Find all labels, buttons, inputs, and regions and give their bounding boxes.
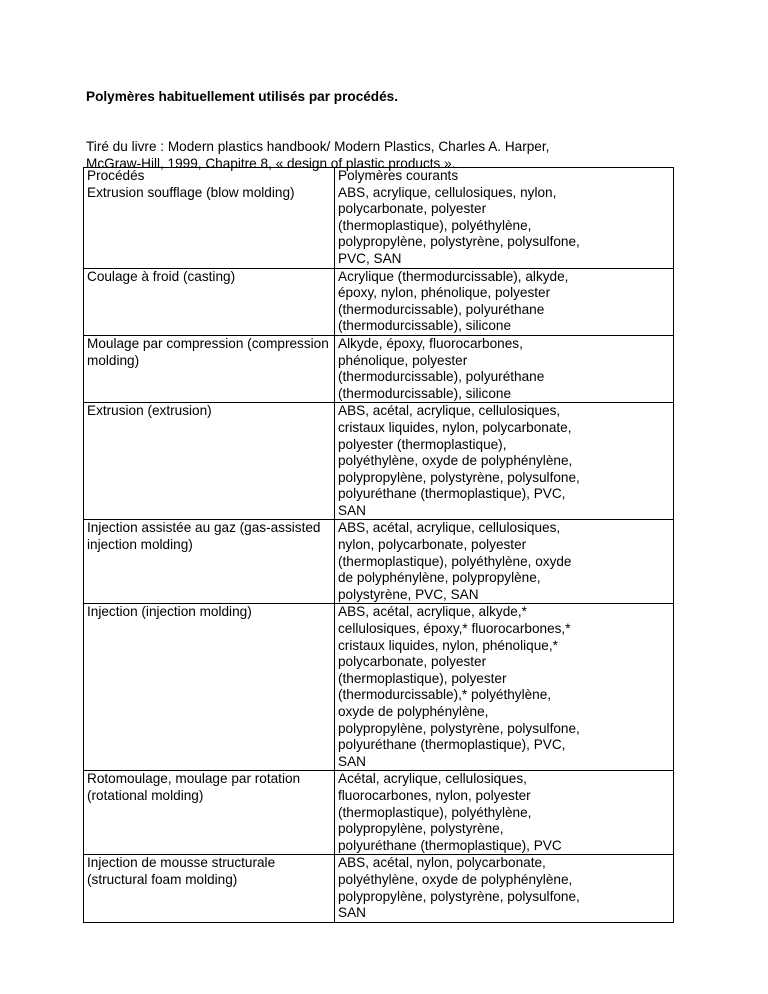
table-row [84,335,674,402]
polymers-cell-line: (thermoplastique), polyéthylène, [338,217,532,233]
process-cell-line: Moulage par compression (compression [87,335,329,351]
source-line: McGraw-Hill, 1999, Chapitre 8, « design of plastic products ». [86,155,456,171]
polymers-cell-line: polycarbonate, polyester [338,654,487,670]
polymers-cell [335,520,674,604]
polymers-cell-line: (thermoplastique), polyéthylène, [338,804,532,820]
polymers-cell-line: (thermoplastique), polyéthylène, oxyde [338,553,572,569]
process-cell [84,520,335,604]
polymers-cell-line: fluorocarbones, nylon, polyester [338,787,531,803]
polymers-cell-line: (thermoplastique), polyester [338,670,507,686]
polymers-cell [335,335,674,402]
process-cell-line: Rotomoulage, moulage par rotation [87,771,301,787]
process-cell-line: injection molding) [87,537,193,553]
process-cell [84,771,335,855]
process-cell-line: molding) [87,352,140,368]
polymers-cell-line: ABS, acétal, nylon, polycarbonate, [338,855,546,871]
polymers-cell-line: cellulosiques, époxy,* fluorocarbones,* [338,621,571,637]
table-row [84,604,674,771]
polymers-cell-line: (thermodurcissable), silicone [338,385,512,401]
polymers-cell [335,604,674,771]
process-cell-line: Extrusion soufflage (blow molding) [87,184,295,200]
polymers-cell [335,185,674,268]
polymers-cell-line: ABS, acétal, acrylique, cellulosiques, [338,520,561,536]
process-cell-line: Injection assistée au gaz (gas-assisted [87,520,321,536]
polymers-cell-line: polypropylène, polystyrène, polysulfone, [338,720,580,736]
polymers-cell-line: Acétal, acrylique, cellulosiques, [338,771,527,787]
table-row [84,403,674,520]
polymers-cell-line: nylon, polycarbonate, polyester [338,537,527,553]
table-row [84,268,674,335]
polymers-cell [335,268,674,335]
polymers-cell-line: polyuréthane (thermoplastique), PVC, [338,737,566,753]
polymers-cell [335,771,674,855]
process-cell-line: Coulage à froid (casting) [87,268,236,284]
polymers-cell-line: (thermodurcissable), silicone [338,318,512,334]
source-line: Tiré du livre : Modern plastics handbook/ Modern Plastics, Charles A. Harper, [86,139,550,154]
process-cell [84,268,335,335]
process-cell [84,855,335,922]
polymers-cell-line: SAN [338,753,366,769]
polymers-cell-line: polyester (thermoplastique), [338,436,507,452]
table-row [84,520,674,604]
polymers-cell-line: Acrylique (thermodurcissable), alkyde, [338,268,569,284]
process-cell-line: (rotational molding) [87,787,204,803]
polymers-cell-line: oxyde de polyphénylène, [338,704,489,719]
polymers-cell-line: époxy, nylon, phénolique, polyester [338,285,551,301]
polymers-cell-line: cristaux liquides, nylon, phénolique,* [338,637,558,653]
polymers-cell-line: polypropylène, polystyrène, polysulfone, [338,469,580,485]
polymers-cell [335,855,674,922]
polymers-cell-line: SAN [338,502,366,518]
polymers-cell-line: polypropylène, polystyrène, polysulfone, [338,888,580,904]
polymers-cell-line: phénolique, polyester [338,352,468,368]
polymers-cell-line: (thermodurcissable),* polyéthylène, [338,687,552,703]
polymers-cell [335,403,674,520]
table-row [84,185,674,268]
polymers-cell-line: (thermodurcissable), polyuréthane [338,301,545,317]
polymers-cell-line: cristaux liquides, nylon, polycarbonate, [338,419,572,435]
polymers-cell-line: polyuréthane (thermoplastique), PVC, [338,486,566,502]
polymers-cell-line: polyuréthane (thermoplastique), PVC [338,837,562,853]
document-title: Polymères habituellement utilisés par procédés. [86,89,399,104]
polymers-cell-line: ABS, acrylique, cellulosiques, nylon, [338,184,557,200]
table-header-row [84,168,674,185]
polymers-cell-line: de polyphénylène, polypropylène, [338,570,541,586]
process-cell [84,185,335,268]
polymers-cell-line: ABS, acétal, acrylique, cellulosiques, [338,403,561,419]
polymers-cell-line: (thermodurcissable), polyuréthane [338,369,545,385]
polymers-cell-line: polypropylène, polystyrène, [338,821,504,837]
polymers-table [83,167,674,923]
polymers-cell-line: PVC, SAN [338,250,402,266]
polymers-cell-line: polyéthylène, oxyde de polyphénylène, [338,871,573,887]
table-row [84,771,674,855]
process-cell-line: Injection (injection molding) [87,604,252,620]
process-cell [84,335,335,402]
polymers-cell-line: Alkyde, époxy, fluorocarbones, [338,335,523,351]
process-cell [84,403,335,520]
polymers-cell-line: polypropylène, polystyrène, polysulfone, [338,234,580,250]
process-cell-line: Extrusion (extrusion) [87,403,212,419]
polymers-cell-line: polycarbonate, polyester [338,201,487,217]
polymers-cell-line: ABS, acétal, acrylique, alkyde,* [338,604,527,620]
process-cell [84,604,335,771]
header-process: Procédés [84,168,335,185]
polymers-cell-line: SAN [338,905,366,921]
process-cell-line: (structural foam molding) [87,871,238,887]
header-polymers: Polymères courants [335,168,674,185]
polymers-cell-line: polyéthylène, oxyde de polyphénylène, [338,453,573,469]
process-cell-line: Injection de mousse structurale [87,855,276,871]
table-row [84,855,674,922]
polymers-cell-line: polystyrène, PVC, SAN [338,586,479,602]
